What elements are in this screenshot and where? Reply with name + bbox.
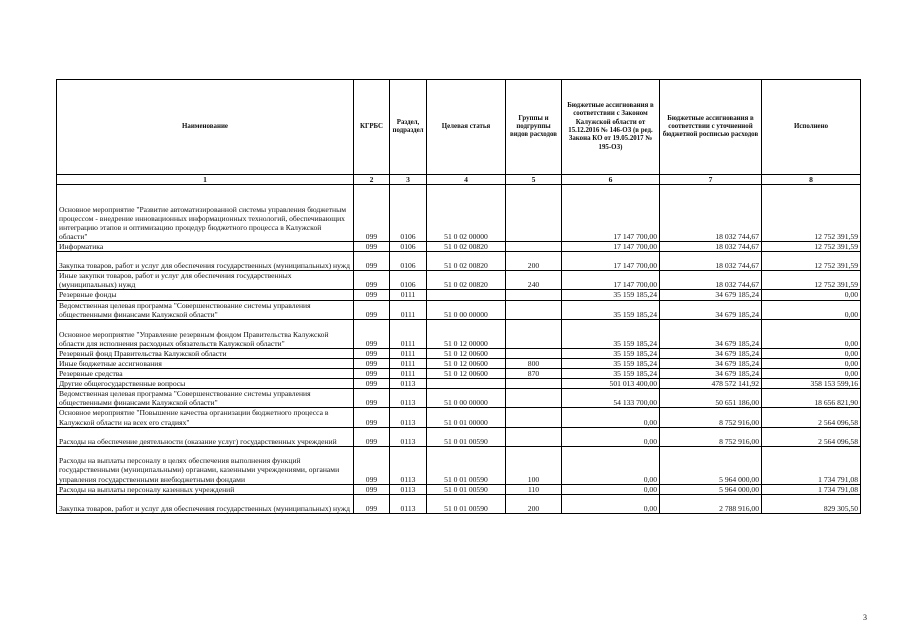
row-name: Основное мероприятие "Развитие автоматизированной системы управления бюджетным процессом - внедрение инновационных информационных технологий, обеспечивающих интеграцию этапов и оптимизацию процедур бюджетного процесса в Калужской области": [57, 185, 354, 242]
row-name: Ведомственная целевая программа "Совершенствование системы управления общественными финансами Калужской области": [57, 300, 354, 319]
row-group: 100: [506, 446, 562, 484]
row-law-amount: 17 147 700,00: [562, 242, 660, 252]
row-section: 0113: [390, 389, 427, 408]
row-executed-amount: 0,00: [762, 300, 861, 319]
row-kgrbs: 099: [354, 290, 390, 300]
table-header-row: [57, 80, 861, 175]
table-row: [57, 319, 861, 348]
table-row: [57, 290, 861, 300]
table-row: [57, 185, 861, 242]
column-number: 7: [660, 175, 762, 185]
row-group: [506, 290, 562, 300]
row-name: Основное мероприятие "Повышение качества организации бюджетного процесса в Калужской области на всех его стадиях": [57, 408, 354, 427]
row-refined-amount: 2 788 916,00: [660, 494, 762, 513]
row-kgrbs: 099: [354, 271, 390, 290]
table-row: [57, 408, 861, 427]
row-law-amount: 35 159 185,24: [562, 358, 660, 368]
row-target: 51 0 01 00590: [427, 427, 506, 446]
header-target: Целевая статья: [427, 80, 506, 175]
table-row: [57, 494, 861, 513]
row-kgrbs: 099: [354, 494, 390, 513]
row-kgrbs: 099: [354, 300, 390, 319]
row-executed-amount: 0,00: [762, 368, 861, 378]
row-name: Другие общегосударственные вопросы: [57, 379, 354, 389]
row-group: [506, 348, 562, 358]
row-target: 51 0 00 00000: [427, 389, 506, 408]
table-row: [57, 427, 861, 446]
row-kgrbs: 099: [354, 484, 390, 494]
column-number: 6: [562, 175, 660, 185]
column-number: 1: [57, 175, 354, 185]
row-section: 0113: [390, 494, 427, 513]
header-kgrbs: КГРБС: [354, 80, 390, 175]
row-target: 51 0 12 00600: [427, 348, 506, 358]
row-refined-amount: 34 679 185,24: [660, 358, 762, 368]
row-name: Закупка товаров, работ и услуг для обеспечения государственных (муниципальных) нужд: [57, 252, 354, 271]
row-name: Резервный фонд Правительства Калужской области: [57, 348, 354, 358]
row-kgrbs: 099: [354, 379, 390, 389]
row-refined-amount: 18 032 744,67: [660, 252, 762, 271]
row-law-amount: 35 159 185,24: [562, 290, 660, 300]
row-refined-amount: 18 032 744,67: [660, 185, 762, 242]
row-kgrbs: 099: [354, 427, 390, 446]
row-executed-amount: 12 752 391,59: [762, 185, 861, 242]
column-number: 5: [506, 175, 562, 185]
row-group: [506, 319, 562, 348]
row-law-amount: 35 159 185,24: [562, 319, 660, 348]
row-executed-amount: 0,00: [762, 358, 861, 368]
header-executed: Исполнено: [762, 80, 861, 175]
row-group: 240: [506, 271, 562, 290]
table-row: [57, 242, 861, 252]
row-section: 0106: [390, 252, 427, 271]
row-kgrbs: 099: [354, 185, 390, 242]
table-row: [57, 348, 861, 358]
row-law-amount: 0,00: [562, 427, 660, 446]
row-law-amount: 35 159 185,24: [562, 348, 660, 358]
row-refined-amount: 34 679 185,24: [660, 368, 762, 378]
row-kgrbs: 099: [354, 252, 390, 271]
row-target: 51 0 02 00000: [427, 185, 506, 242]
row-refined-amount: 5 964 000,00: [660, 484, 762, 494]
row-group: 200: [506, 494, 562, 513]
row-name: Иные закупки товаров, работ и услуг для обеспечения государственных (муниципальных) нужд: [57, 271, 354, 290]
row-section: 0111: [390, 358, 427, 368]
row-target: 51 0 12 00600: [427, 368, 506, 378]
row-target: 51 0 01 00000: [427, 408, 506, 427]
table-row: [57, 368, 861, 378]
row-group: [506, 185, 562, 242]
row-law-amount: 35 159 185,24: [562, 300, 660, 319]
row-group: [506, 389, 562, 408]
row-section: 0113: [390, 408, 427, 427]
row-group: [506, 300, 562, 319]
row-executed-amount: 12 752 391,59: [762, 242, 861, 252]
row-section: 0113: [390, 484, 427, 494]
row-kgrbs: 099: [354, 358, 390, 368]
row-law-amount: 0,00: [562, 494, 660, 513]
row-kgrbs: 099: [354, 348, 390, 358]
row-group: 870: [506, 368, 562, 378]
row-executed-amount: 12 752 391,59: [762, 271, 861, 290]
column-number: 8: [762, 175, 861, 185]
row-refined-amount: 34 679 185,24: [660, 290, 762, 300]
row-target: 51 0 02 00820: [427, 252, 506, 271]
row-law-amount: 54 133 700,00: [562, 389, 660, 408]
row-section: 0111: [390, 319, 427, 348]
row-section: 0111: [390, 348, 427, 358]
row-name: Ведомственная целевая программа "Совершенствование системы управления общественными финансами Калужской области": [57, 389, 354, 408]
header-groups: Группы и подгруппы видов расходов: [506, 80, 562, 175]
header-refined: Бюджетные ассигнования в соответствии с уточненной бюджетной росписью расходов: [660, 80, 762, 175]
row-refined-amount: 18 032 744,67: [660, 242, 762, 252]
row-section: 0106: [390, 185, 427, 242]
row-kgrbs: 099: [354, 408, 390, 427]
column-number: 2: [354, 175, 390, 185]
row-section: 0113: [390, 427, 427, 446]
row-kgrbs: 099: [354, 242, 390, 252]
row-law-amount: 35 159 185,24: [562, 368, 660, 378]
row-target: 51 0 01 00590: [427, 446, 506, 484]
row-group: [506, 427, 562, 446]
row-law-amount: 17 147 700,00: [562, 252, 660, 271]
row-refined-amount: 478 572 141,92: [660, 379, 762, 389]
row-executed-amount: 358 153 599,16: [762, 379, 861, 389]
row-section: 0111: [390, 300, 427, 319]
row-kgrbs: 099: [354, 446, 390, 484]
row-target: 51 0 02 00820: [427, 242, 506, 252]
row-kgrbs: 099: [354, 389, 390, 408]
row-law-amount: 0,00: [562, 484, 660, 494]
row-law-amount: 17 147 700,00: [562, 271, 660, 290]
row-name: Расходы на выплаты персоналу в целях обеспечения выполнения функций государственными (муниципальными) органами, казенными учреждениями, органами управления государственными внебюджетными фондами: [57, 446, 354, 484]
table-row: [57, 484, 861, 494]
table-row: [57, 446, 861, 484]
row-target: 51 0 01 00590: [427, 484, 506, 494]
row-target: 51 0 12 00000: [427, 319, 506, 348]
row-name: Основное мероприятие "Управление резервным фондом Правительства Калужской области для исполнения расходных обязательств Калужской области": [57, 319, 354, 348]
row-executed-amount: 18 656 821,90: [762, 389, 861, 408]
page-number: 3: [863, 613, 867, 622]
row-kgrbs: 099: [354, 368, 390, 378]
row-group: [506, 408, 562, 427]
row-refined-amount: 50 651 186,00: [660, 389, 762, 408]
row-target: 51 0 12 00600: [427, 358, 506, 368]
budget-table: [56, 79, 861, 514]
row-law-amount: 0,00: [562, 446, 660, 484]
row-target: 51 0 02 00820: [427, 271, 506, 290]
row-executed-amount: 2 564 096,58: [762, 408, 861, 427]
document-sheet: [56, 79, 860, 514]
row-kgrbs: 099: [354, 319, 390, 348]
header-name: Наименование: [57, 80, 354, 175]
row-section: 0106: [390, 271, 427, 290]
row-executed-amount: 2 564 096,58: [762, 427, 861, 446]
row-law-amount: 0,00: [562, 408, 660, 427]
column-number: 3: [390, 175, 427, 185]
row-target: [427, 379, 506, 389]
row-law-amount: 501 013 400,00: [562, 379, 660, 389]
header-law: Бюджетные ассигнования в соответствии с Законом Калужской области от 15.12.2016 № 146-ОЗ (в ред. Закона КО от 19.05.2017 № 195-ОЗ): [562, 80, 660, 175]
row-name: Иные бюджетные ассигнования: [57, 358, 354, 368]
row-group: 110: [506, 484, 562, 494]
row-executed-amount: 12 752 391,59: [762, 252, 861, 271]
row-executed-amount: 1 734 791,08: [762, 446, 861, 484]
row-section: 0113: [390, 446, 427, 484]
row-section: 0111: [390, 290, 427, 300]
row-executed-amount: 0,00: [762, 290, 861, 300]
row-section: 0111: [390, 368, 427, 378]
table-row: [57, 300, 861, 319]
row-refined-amount: 34 679 185,24: [660, 319, 762, 348]
row-target: 51 0 00 00000: [427, 300, 506, 319]
header-section: Раздел, подраздел: [390, 80, 427, 175]
column-number: 4: [427, 175, 506, 185]
table-row: [57, 271, 861, 290]
column-number-row: [57, 175, 861, 185]
row-executed-amount: 829 305,50: [762, 494, 861, 513]
row-section: 0106: [390, 242, 427, 252]
row-target: 51 0 01 00590: [427, 494, 506, 513]
row-refined-amount: 8 752 916,00: [660, 427, 762, 446]
table-row: [57, 252, 861, 271]
row-name: Закупка товаров, работ и услуг для обеспечения государственных (муниципальных) нужд: [57, 494, 354, 513]
row-executed-amount: 1 734 791,08: [762, 484, 861, 494]
row-name: Резервные средства: [57, 368, 354, 378]
table-row: [57, 389, 861, 408]
row-group: 200: [506, 252, 562, 271]
row-executed-amount: 0,00: [762, 319, 861, 348]
row-refined-amount: 34 679 185,24: [660, 348, 762, 358]
row-refined-amount: 5 964 000,00: [660, 446, 762, 484]
row-name: Резервные фонды: [57, 290, 354, 300]
row-name: Расходы на обеспечение деятельности (оказание услуг) государственных учреждений: [57, 427, 354, 446]
row-name: Информатика: [57, 242, 354, 252]
row-name: Расходы на выплаты персоналу казенных учреждений: [57, 484, 354, 494]
row-refined-amount: 8 752 916,00: [660, 408, 762, 427]
table-row: [57, 379, 861, 389]
row-law-amount: 17 147 700,00: [562, 185, 660, 242]
row-group: 800: [506, 358, 562, 368]
row-refined-amount: 18 032 744,67: [660, 271, 762, 290]
row-section: 0113: [390, 379, 427, 389]
row-refined-amount: 34 679 185,24: [660, 300, 762, 319]
table-row: [57, 358, 861, 368]
row-group: [506, 379, 562, 389]
row-group: [506, 242, 562, 252]
row-executed-amount: 0,00: [762, 348, 861, 358]
row-target: [427, 290, 506, 300]
